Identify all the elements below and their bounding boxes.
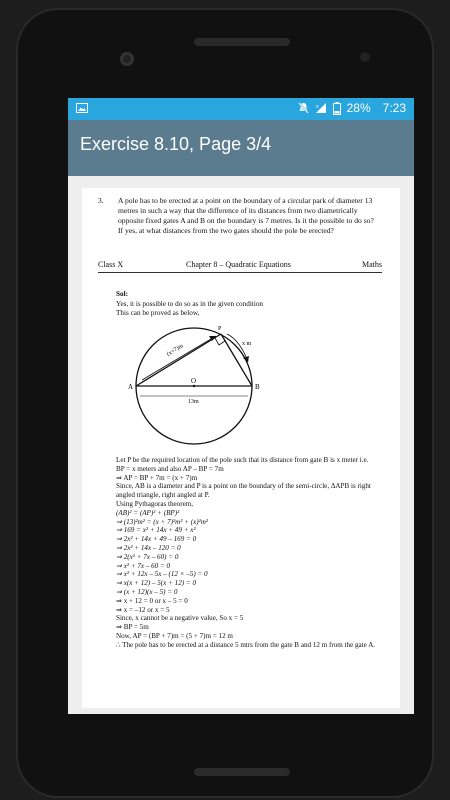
step-line: angled triangle, right angled at P. bbox=[116, 491, 210, 500]
page-header bbox=[98, 260, 382, 273]
step-line: ⇒ AP = BP + 7m = (x + 7)m bbox=[116, 473, 198, 482]
step-line: BP = x meters and also AP – BP = 7m bbox=[116, 464, 224, 473]
step-line: ⇒ 2x² + 14x – 120 = 0 bbox=[116, 543, 181, 552]
step-line: ⇒ (x + 12)(x – 5) = 0 bbox=[116, 587, 178, 596]
header-chapter: Chapter 8 – Quadratic Equations bbox=[186, 260, 291, 269]
solution-steps bbox=[116, 456, 388, 650]
step-line: Now, AP = (BP + 7)m = (5 + 7)m = 12 m bbox=[116, 631, 233, 640]
question-number: 3. bbox=[98, 196, 104, 205]
sol-label: Sol: bbox=[116, 290, 128, 298]
step-line: ⇒ x² + 12x – 5x – (12 × –5) = 0 bbox=[116, 570, 208, 579]
app-bar bbox=[68, 120, 414, 176]
step-line: Since, x cannot be a negative value, So x = 5 bbox=[116, 614, 244, 623]
step-line: (AB)² = (AP)² + (BP)² bbox=[116, 508, 180, 517]
signal-icon bbox=[315, 102, 327, 114]
label-ap: (x+7)m bbox=[165, 343, 185, 358]
label-O: O bbox=[191, 377, 197, 385]
step-line: Using Pythagoras theorem, bbox=[116, 499, 194, 508]
label-A: A bbox=[128, 383, 134, 391]
step-line: Since, AB is a diameter and P is a point on the boundary of the semi-circle, ΔAPB is right bbox=[116, 482, 371, 491]
svg-text:x: x bbox=[315, 104, 319, 110]
screen bbox=[68, 98, 414, 714]
phone-frame bbox=[16, 8, 434, 798]
front-camera bbox=[120, 52, 134, 66]
step-line: ⇒ BP = 5m bbox=[116, 623, 149, 632]
document-page[interactable] bbox=[82, 188, 400, 708]
proximity-sensor bbox=[360, 52, 370, 62]
step-line: ∴ The pole has to be erected at a distance 5 mtrs from the gate B and 12 m from the gate A. bbox=[116, 640, 376, 649]
header-class: Class X bbox=[98, 260, 124, 269]
header-subject: Maths bbox=[362, 260, 382, 269]
label-bp: x m bbox=[242, 341, 252, 347]
step-line: Let P be the required location of the pole such that its distance from gate B is x meter i.e. bbox=[116, 456, 369, 464]
sol-intro-line: This can be proved as below, bbox=[116, 309, 200, 318]
step-line: ⇒ 169 = x² + 14x + 49 + x² bbox=[116, 526, 196, 535]
step-line: ⇒ 2(x² + 7x – 60) = 0 bbox=[116, 552, 179, 561]
solution-intro bbox=[116, 290, 386, 319]
step-line: ⇒ (13)²m² = (x + 7)²m² + (x)²m² bbox=[116, 517, 208, 526]
circle-diagram bbox=[112, 318, 276, 446]
clock: 7:23 bbox=[382, 101, 406, 115]
step-line: ⇒ x = –12 or x = 5 bbox=[116, 605, 170, 614]
step-line: ⇒ 2x² + 14x + 49 – 169 = 0 bbox=[116, 535, 197, 544]
earpiece-speaker bbox=[194, 38, 290, 46]
label-B: B bbox=[255, 383, 260, 391]
battery-icon bbox=[333, 102, 341, 115]
step-line: ⇒ x + 12 = 0 or x – 5 = 0 bbox=[116, 596, 188, 605]
status-bar bbox=[68, 98, 414, 120]
battery-percent: 28% bbox=[346, 101, 371, 115]
step-line: ⇒ x(x + 12) – 5(x + 12) = 0 bbox=[116, 579, 196, 588]
label-ab: 13m bbox=[188, 399, 199, 405]
mute-icon bbox=[298, 102, 309, 114]
page-title: Exercise 8.10, Page 3/4 bbox=[80, 134, 272, 154]
image-notification-icon bbox=[76, 103, 88, 113]
bottom-speaker bbox=[194, 768, 290, 776]
question-text: A pole has to be erected at a point on the boundary of a circular park of diameter 13 metres in such a way that the difference of its distances from two diametrically opposite fixed gates A and B on the boundary is 7 metres. Is it the possible to do so? If yes, at what distances from the two gates should the pole be erected? bbox=[118, 196, 374, 235]
step-line: ⇒ x² + 7x – 60 = 0 bbox=[116, 561, 171, 570]
label-P: P bbox=[218, 326, 222, 332]
sol-intro-line: Yes, it is possible to do so as in the given condition bbox=[116, 299, 264, 308]
